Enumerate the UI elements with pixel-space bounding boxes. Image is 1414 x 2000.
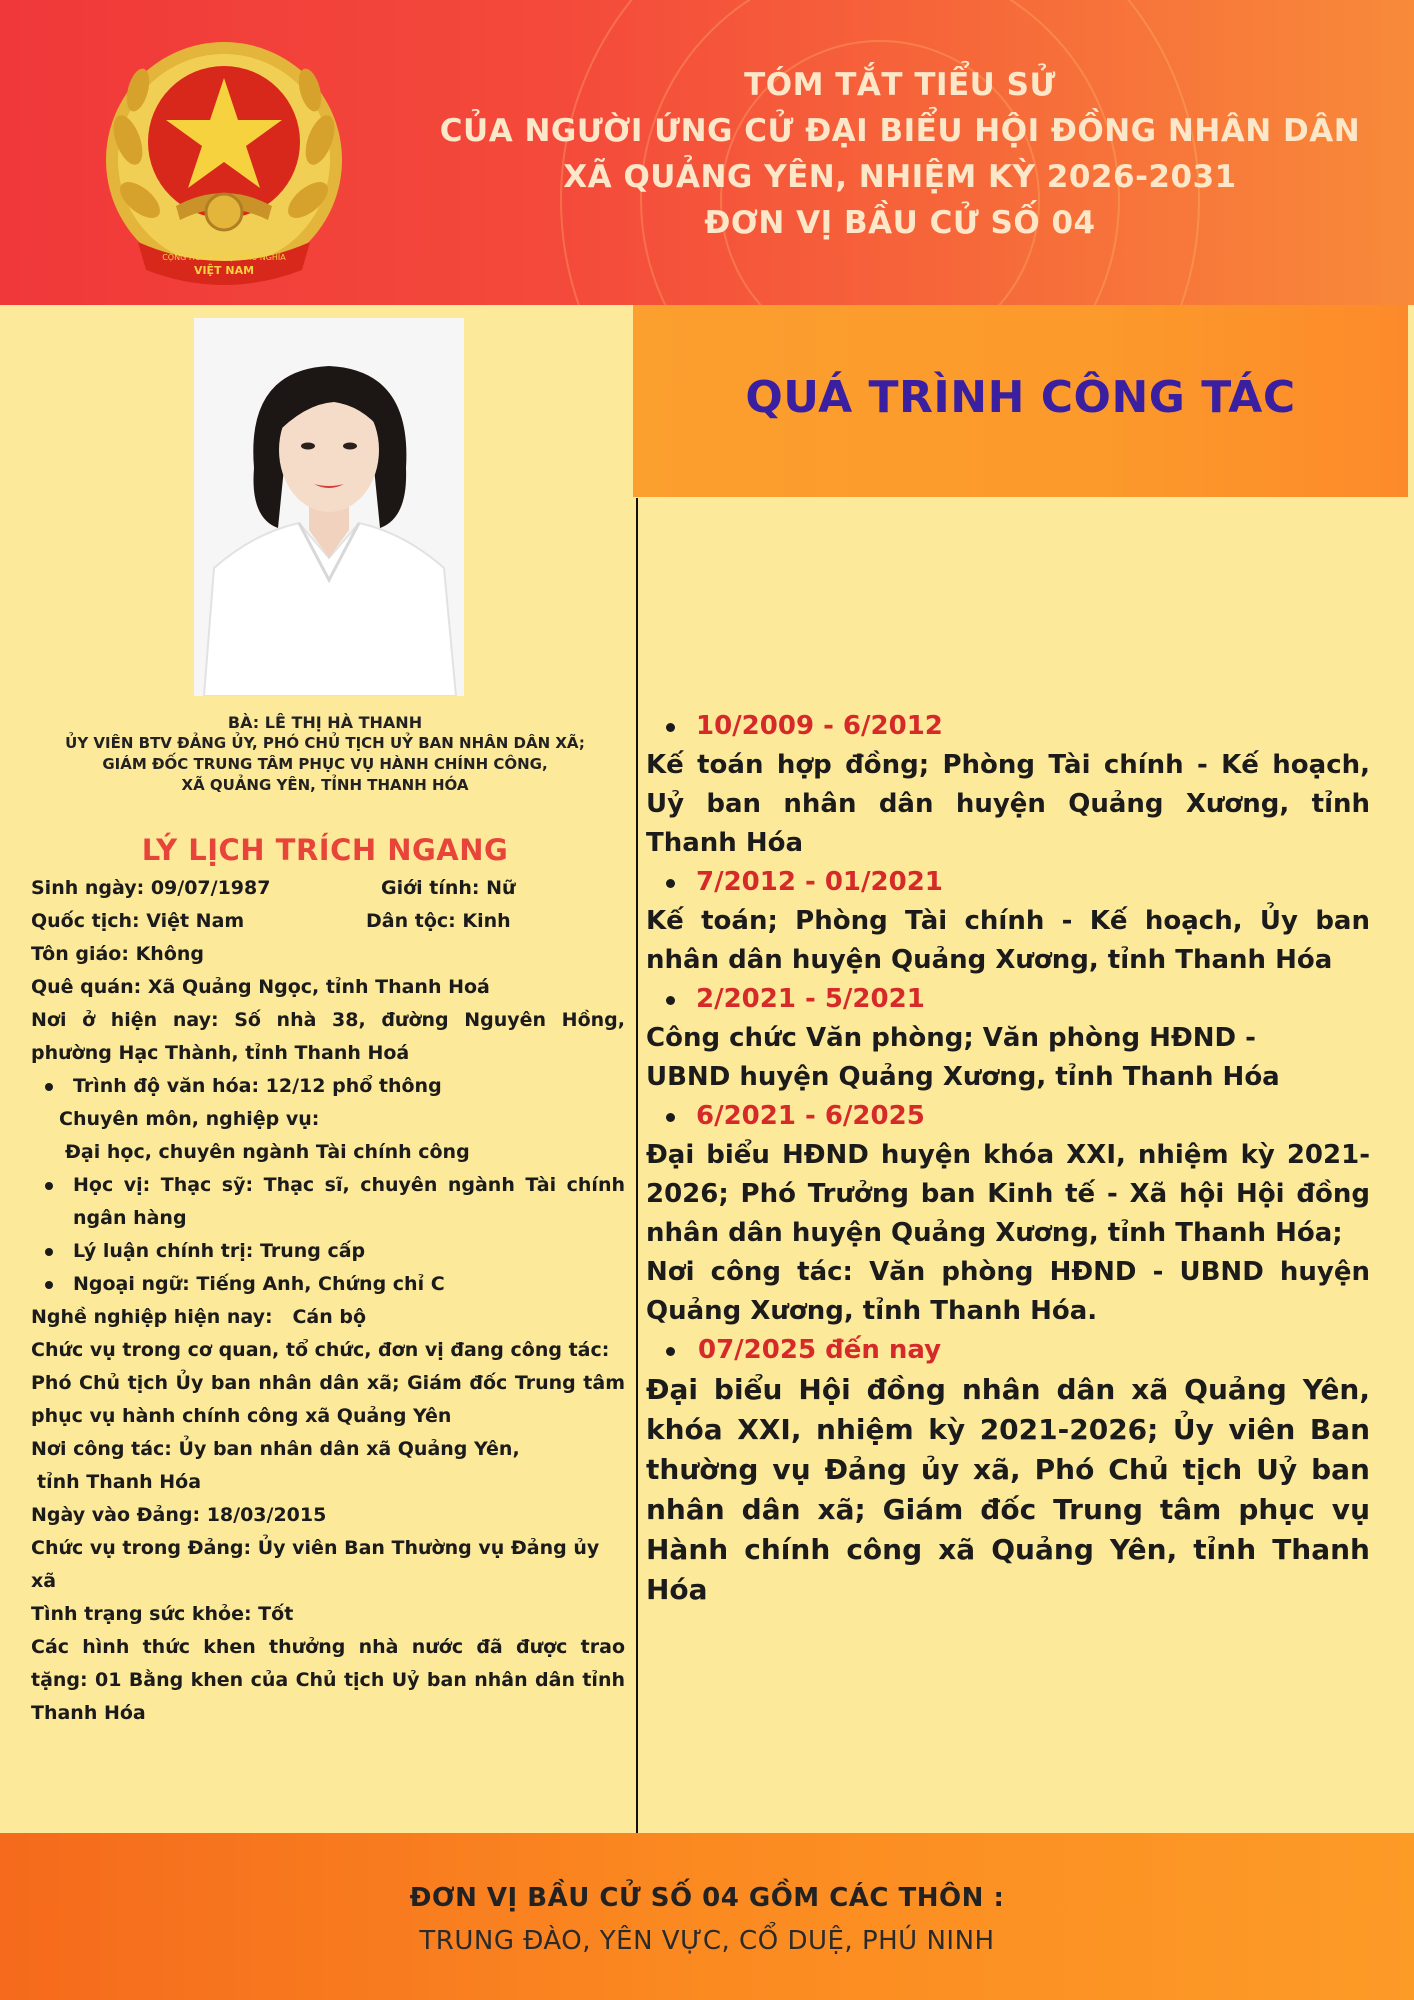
birth-date: Sinh ngày: 09/07/1987 xyxy=(31,877,271,899)
bio-section-title: LÝ LỊCH TRÍCH NGANG xyxy=(141,833,509,867)
bio-details xyxy=(31,872,625,1730)
occupation: Nghề nghiệp hiện nay: Cán bộ xyxy=(31,1306,367,1328)
career-description: Công chức Văn phòng; Văn phòng HĐND - UBND huyện Quảng Xương, tỉnh Thanh Hóa xyxy=(646,1023,1280,1092)
portrait-image xyxy=(194,318,464,696)
career-period: 10/2009 - 6/2012 xyxy=(646,707,1370,746)
career-description: Kế toán hợp đồng; Phòng Tài chính - Kế hoạch, Uỷ ban nhân dân huyện Quảng Xương, tỉnh Thanh Hóa xyxy=(646,750,1370,858)
career-period: 6/2021 - 6/2025 xyxy=(646,1097,1370,1136)
degree: Học vị: Thạc sỹ: Thạc sĩ, chuyên ngành Tài chính ngân hàng xyxy=(31,1169,625,1235)
specialty-label: Chuyên môn, nghiệp vụ: xyxy=(59,1108,320,1130)
career-description: Đại biểu HĐND huyện khóa XXI, nhiệm kỳ 2021-2026; Phó Trưởng ban Kinh tế - Xã hội Hội đồng nhân dân huyện Quảng Xương, tỉnh Thanh Hóa; xyxy=(646,1140,1370,1248)
candidate-title-line: XÃ QUẢNG YÊN, TỈNH THANH HÓA xyxy=(181,776,469,794)
header-title xyxy=(420,62,1380,246)
position-label: Chức vụ trong cơ quan, tổ chức, đơn vị đang công tác: xyxy=(31,1339,610,1361)
nationality: Quốc tịch: Việt Nam xyxy=(31,910,245,932)
religion: Tôn giáo: Không xyxy=(31,943,205,965)
career-period: 2/2021 - 5/2021 xyxy=(646,980,1370,1019)
education-list xyxy=(31,1070,625,1103)
hometown: Quê quán: Xã Quảng Ngọc, tỉnh Thanh Hoá xyxy=(31,976,490,998)
party-position: Chức vụ trong Đảng: Ủy viên Ban Thường vụ Đảng ủy xã xyxy=(31,1537,600,1592)
column-divider xyxy=(636,498,638,1833)
career-description: Nơi công tác: Văn phòng HĐND - UBND huyện Quảng Xương, tỉnh Thanh Hóa. xyxy=(646,1257,1370,1326)
workplace: Nơi công tác: Ủy ban nhân dân xã Quảng Yên, xyxy=(31,1438,520,1460)
political-theory: Lý luận chính trị: Trung cấp xyxy=(31,1235,625,1268)
education-level: Trình độ văn hóa: 12/12 phổ thông xyxy=(31,1070,625,1103)
svg-text:VIỆT NAM: VIỆT NAM xyxy=(193,264,255,277)
career-description: Đại biểu Hội đồng nhân dân xã Quảng Yên, khóa XXI, nhiệm kỳ 2021-2026; Ủy viên Ban thường vụ Đảng ủy xã, Phó Chủ tịch Uỷ ban nhân dân xã; Giám đốc Trung tâm phục vụ Hành chính công xã Quảng Yên, tỉnh Thanh Hóa xyxy=(646,1373,1370,1606)
footer-villages: TRUNG ĐÀO, YÊN VỰC, CỔ DUỆ, PHÚ NINH xyxy=(419,1926,995,1956)
candidate-title-line: ỦY VIÊN BTV ĐẢNG ỦY, PHÓ CHỦ TỊCH UỶ BAN NHÂN DÂN XÃ; xyxy=(65,734,585,752)
career-period: 07/2025 đến nay xyxy=(646,1331,1370,1370)
bio-row xyxy=(31,905,625,938)
footer-title: ĐƠN VỊ BẦU CỬ SỐ 04 GỒM CÁC THÔN : xyxy=(409,1883,1005,1913)
position-value: Phó Chủ tịch Ủy ban nhân dân xã; Giám đốc Trung tâm phục vụ hành chính công xã Quảng Yên xyxy=(31,1372,625,1427)
qualifications-list xyxy=(31,1169,625,1301)
ethnicity: Dân tộc: Kinh xyxy=(366,910,511,932)
header-line-1: TÓM TẮT TIỂU SỬ xyxy=(744,67,1056,103)
header-banner xyxy=(0,0,1414,305)
footer-banner xyxy=(0,1833,1414,2000)
awards: Các hình thức khen thưởng nhà nước đã được trao tặng: 01 Bằng khen của Chủ tịch Uỷ ban nhân dân tỉnh Thanh Hóa xyxy=(31,1636,625,1724)
candidate-name: BÀ: LÊ THỊ HÀ THANH xyxy=(227,713,423,732)
header-line-2: CỦA NGƯỜI ỨNG CỬ ĐẠI BIỂU HỘI ĐỒNG NHÂN DÂN xyxy=(439,113,1361,149)
workplace: tỉnh Thanh Hóa xyxy=(37,1471,202,1493)
career-period: 7/2012 - 01/2021 xyxy=(646,863,1370,902)
career-title: QUÁ TRÌNH CÔNG TÁC xyxy=(745,372,1296,423)
candidate-photo xyxy=(194,318,464,696)
bio-row xyxy=(31,872,625,905)
header-line-3: XÃ QUẢNG YÊN, NHIỆM KỲ 2026-2031 xyxy=(563,159,1237,195)
career-timeline xyxy=(646,707,1370,1610)
gender: Giới tính: Nữ xyxy=(381,877,516,899)
national-emblem-icon xyxy=(98,30,350,288)
residence: Nơi ở hiện nay: Số nhà 38, đường Nguyên Hồng, phường Hạc Thành, tỉnh Thanh Hoá xyxy=(31,1009,625,1064)
health-status: Tình trạng sức khỏe: Tốt xyxy=(31,1603,294,1625)
candidate-caption xyxy=(20,712,630,796)
career-description: Kế toán; Phòng Tài chính - Kế hoạch, Ủy ban nhân dân huyện Quảng Xương, tỉnh Thanh Hóa xyxy=(646,906,1370,975)
foreign-language: Ngoại ngữ: Tiếng Anh, Chứng chỉ C xyxy=(31,1268,625,1301)
header-line-4: ĐƠN VỊ BẦU CỬ SỐ 04 xyxy=(704,205,1096,241)
candidate-title-line: GIÁM ĐỐC TRUNG TÂM PHỤC VỤ HÀNH CHÍNH CÔNG, xyxy=(102,755,548,773)
svg-text:CỘNG HÒA XÃ HỘI CHỦ NGHĨA: CỘNG HÒA XÃ HỘI CHỦ NGHĨA xyxy=(162,253,286,262)
party-join-date: Ngày vào Đảng: 18/03/2015 xyxy=(31,1504,327,1526)
specialty-value: Đại học, chuyên ngành Tài chính công xyxy=(65,1141,470,1163)
